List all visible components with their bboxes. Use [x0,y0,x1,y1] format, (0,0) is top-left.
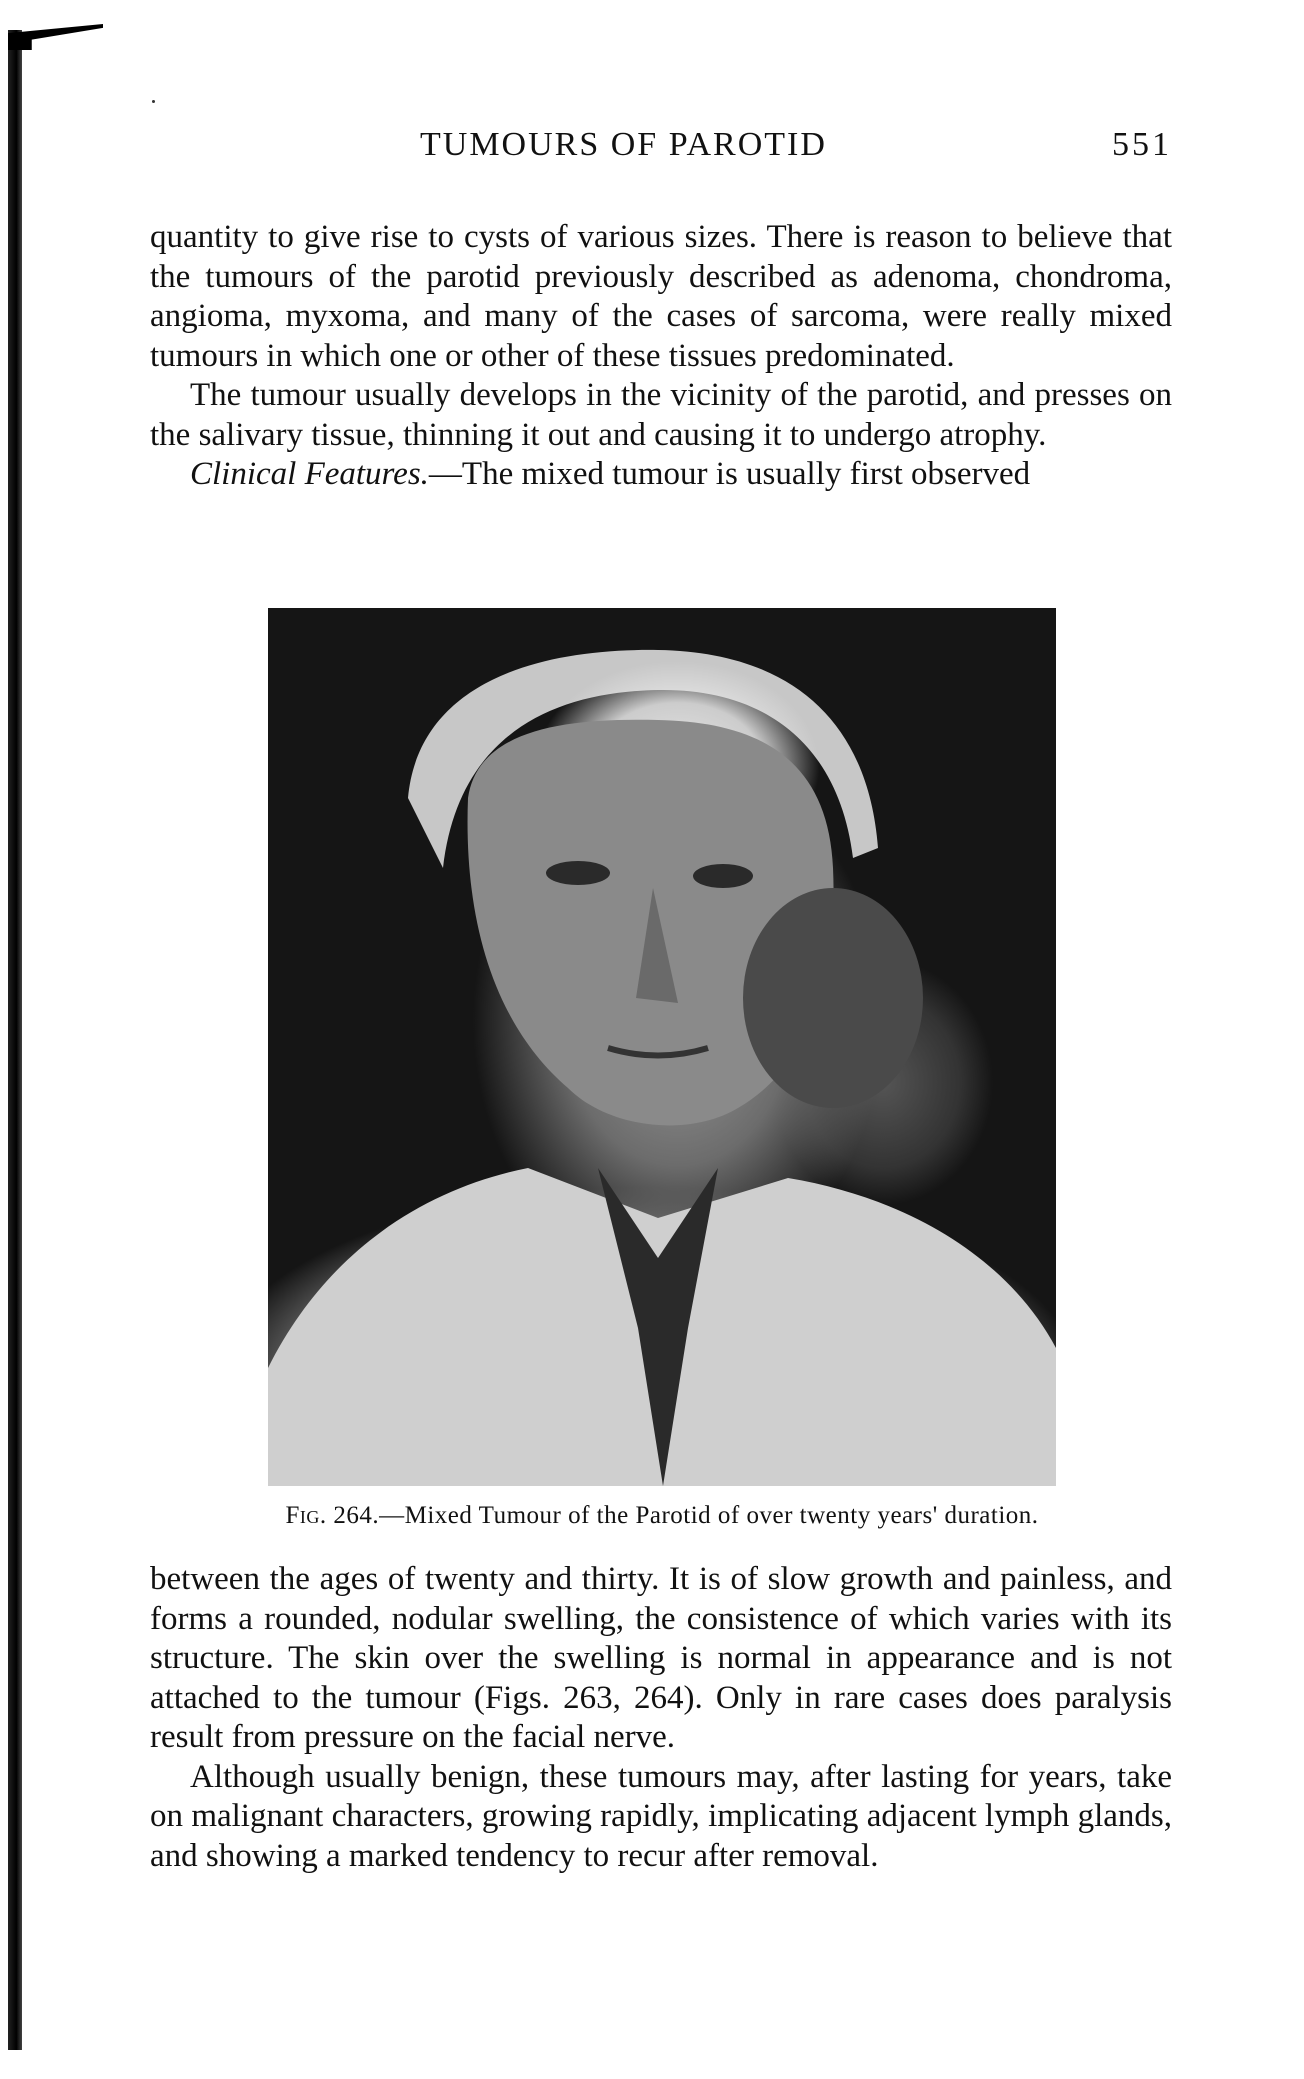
print-speck [152,100,155,103]
right-eye [693,864,753,888]
book-binding-edge [8,30,22,2050]
figure-caption [192,1502,1132,1530]
page-number: 551 [1112,126,1172,163]
parotid-swelling [743,888,923,1108]
paragraph: The tumour usually develops in the vicinity of the parotid, and presses on the salivary tissue, thinning it out and causing it to undergo atrophy. [150,377,1172,453]
text-block-bottom [150,1560,1172,1876]
paragraph-clinical-features [150,455,1172,495]
page-header [150,126,1172,176]
figure-photograph [268,608,1056,1486]
paragraph: quantity to give rise to cysts of various sizes. There is reason to believe that the tumours of the parotid previously described as adenoma, chondroma, angioma, myxoma, and many of the cases of sarcoma, were really mixed tumours in which one or other of these tissues predominated. [150,219,1172,374]
portrait-photo [268,608,1056,1486]
section-heading: Clinical Features. [190,456,429,492]
left-eye [546,861,610,885]
figure-label: Fig. 264. [285,1502,380,1529]
section-text: —The mixed tumour is usually first observed [428,456,1031,492]
running-head: TUMOURS OF PAROTID [420,126,827,163]
paragraph: between the ages of twenty and thirty. It is of slow growth and painless, and forms a rounded, nodular swelling, the consistence of which varies with its structure. The skin over the swelling is normal in appearance and is not attached to the tumour (Figs. 263, 264). Only in rare cases does paralysis result from pressure on the facial nerve. [150,1561,1172,1755]
text-block-top [150,218,1172,495]
paragraph: Although usually benign, these tumours may, after lasting for years, take on malignant characters, growing rapidly, implicating adjacent lymph glands, and showing a marked tendency to recur after removal. [150,1758,1172,1874]
book-binding-corner [8,24,103,50]
figure-caption-text: —Mixed Tumour of the Parotid of over twenty years' duration. [379,1502,1039,1529]
